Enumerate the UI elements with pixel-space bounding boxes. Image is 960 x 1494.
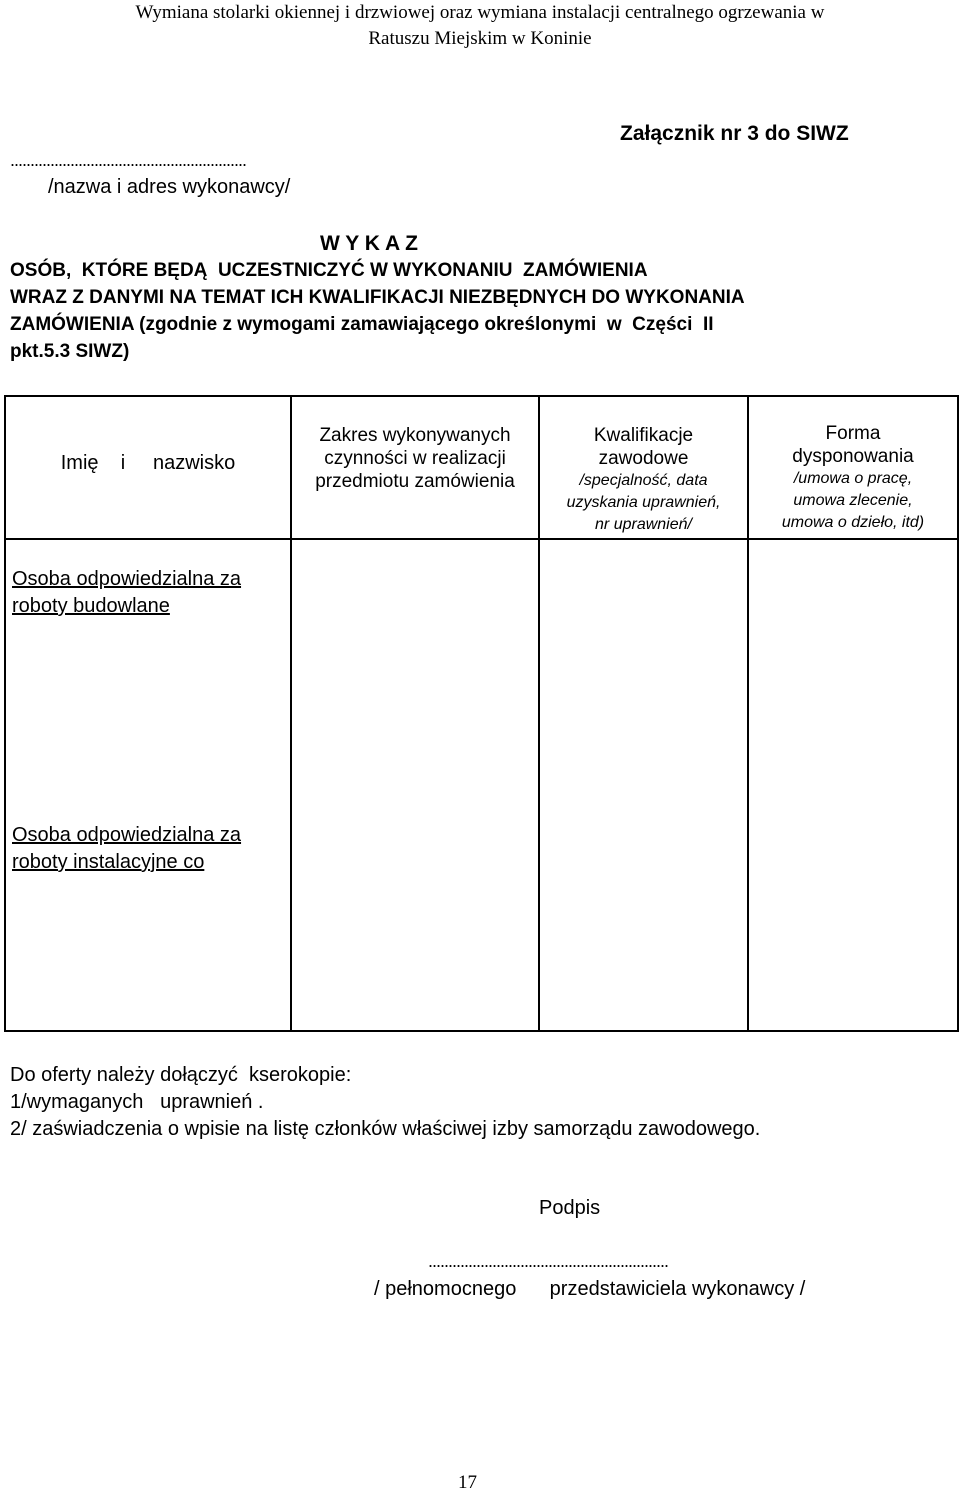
scope-input-cell[interactable] [291,539,539,1031]
header-form-line: Forma [825,423,881,444]
header-cell-name [5,396,291,539]
qualifications-input-cell[interactable] [539,539,748,1031]
form-input-cell[interactable] [748,539,958,1031]
contractor-dots: ........................................................... [10,150,247,170]
table-row [5,539,958,1031]
row-label-line: Osoba odpowiedzialna za [12,824,242,846]
signature-dots: ............................................................ [428,1251,669,1271]
row-label-construction [6,540,292,620]
title-line-3: ZAMÓWIENIA (zgodnie z wymogami zamawiającego określonymi w Części II [10,314,714,335]
attachment-label: Załącznik nr 3 do SIWZ [620,122,849,145]
header-cell-qualifications [539,396,748,539]
notes-line-2: 1/wymaganych uprawnień . [10,1091,264,1113]
header-cell-form [748,396,958,539]
title-line-4: pkt.5.3 SIWZ) [10,341,130,362]
header-qualifications-line: Kwalifikacje [593,425,694,446]
header-qualifications-sub: /specjalność, data [579,472,708,489]
header-form-sub: umowa o dzieło, itd) [781,514,925,531]
title-line-1: OSÓB, KTÓRE BĘDĄ UCZESTNICZYĆ W WYKONANIU ZAMÓWIENIA [10,260,648,281]
document-header-line2: Ratuszu Miejskim w Koninie [368,28,592,49]
row-label-installation [6,808,292,876]
signature-label: Podpis [539,1197,601,1219]
notes-line-3: 2/ zaświadczenia o wpisie na listę członków właściwej izby samorządu zawodowego. [10,1118,761,1140]
signature-caption: / pełnomocnego przedstawiciela wykonawcy / [374,1278,806,1300]
notes-line-1: Do oferty należy dołączyć kserokopie: [10,1064,352,1086]
page-number: 17 [458,1472,477,1493]
title-line-2: WRAZ Z DANYMI NA TEMAT ICH KWALIFIKACJI NIEZBĘDNYCH DO WYKONANIA [10,287,745,308]
personnel-table [4,395,959,1032]
header-form-sub: /umowa o pracę, [793,470,913,487]
document-title: W Y K A Z [320,232,419,255]
header-qualifications-sub: uzyskania uprawnień, [566,494,721,511]
header-cell-scope [291,396,539,539]
header-name-label: Imię i nazwisko [60,452,236,474]
row-label-cell [5,539,291,1031]
header-qualifications-sub: nr uprawnień/ [595,516,692,533]
row-label-line: roboty budowlane [12,595,170,617]
row-label-line: Osoba odpowiedzialna za [12,568,242,590]
header-form-line: dysponowania [792,446,914,467]
document-header-line1: Wymiana stolarki okiennej i drzwiowej oraz wymiana instalacji centralnego ogrzewania w [135,2,825,23]
header-scope-line: Zakres wykonywanych [319,425,511,446]
table-header-row [5,396,958,539]
header-scope-line: czynności w realizacji [324,448,506,469]
header-form-sub: umowa zlecenie, [793,492,913,509]
row-label-line: roboty instalacyjne co [12,851,205,873]
header-scope-line: przedmiotu zamówienia [315,471,515,492]
contractor-label: /nazwa i adres wykonawcy/ [48,176,291,198]
header-qualifications-line: zawodowe [598,448,689,469]
